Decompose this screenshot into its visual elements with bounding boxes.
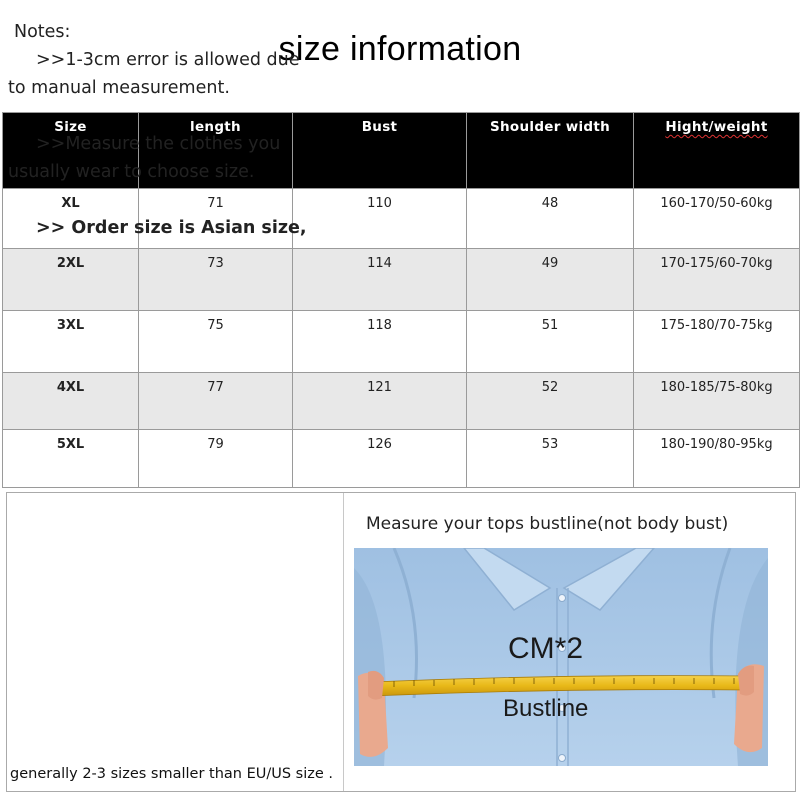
cell-height-weight: 175-180/70-75kg	[634, 311, 800, 373]
note-line: to manual measurement.	[8, 78, 230, 98]
cell-bust: 118	[293, 311, 467, 373]
cell-shoulder: 51	[467, 311, 634, 373]
note-line: >>Measure the clothes you	[36, 134, 281, 154]
cell-length: 77	[139, 373, 293, 430]
panel-divider	[343, 493, 344, 791]
cell-shoulder: 48	[467, 189, 634, 249]
cell-length: 79	[139, 430, 293, 488]
cell-bust: 126	[293, 430, 467, 488]
table-row	[3, 430, 800, 488]
note-line: usually wear to choose size.	[8, 162, 255, 182]
cell-length: 71	[139, 189, 293, 249]
cell-bust: 110	[293, 189, 467, 249]
cell-bust: 121	[293, 373, 467, 430]
cell-size: XL	[3, 189, 139, 249]
note-line: >> Order size is Asian size,	[36, 218, 307, 238]
measure-title: Measure your tops bustline(not body bust)	[366, 514, 729, 534]
cell-length: 75	[139, 311, 293, 373]
table-row	[3, 311, 800, 373]
header-height-weight-label: Hight/weight	[665, 119, 768, 135]
header-height-weight	[634, 113, 800, 189]
cell-height-weight: 170-175/60-70kg	[634, 249, 800, 311]
notes-text	[8, 18, 334, 242]
cell-size: 3XL	[3, 311, 139, 373]
note-line: >>1-3cm error is allowed due	[36, 50, 300, 70]
cell-height-weight: 180-190/80-95kg	[634, 430, 800, 488]
cell-size: 2XL	[3, 249, 139, 311]
cell-bust: 114	[293, 249, 467, 311]
header-shoulder-width: Shoulder width	[467, 113, 634, 189]
cell-shoulder: 53	[467, 430, 634, 488]
cell-shoulder: 52	[467, 373, 634, 430]
header-size: Size	[3, 113, 139, 189]
notes-heading: Notes:	[14, 22, 71, 42]
note-footer-line: generally 2-3 sizes smaller than EU/US size .	[10, 766, 333, 782]
cell-size: 4XL	[3, 373, 139, 430]
header-length: length	[139, 113, 293, 189]
table-row	[3, 249, 800, 311]
header-bust: Bust	[293, 113, 467, 189]
cm-label: CM*2	[508, 632, 584, 665]
cell-shoulder: 49	[467, 249, 634, 311]
cell-length: 73	[139, 249, 293, 311]
cell-size: 5XL	[3, 430, 139, 488]
page-title: size information	[278, 30, 522, 68]
cell-height-weight: 180-185/75-80kg	[634, 373, 800, 430]
bustline-label: Bustline	[503, 695, 589, 722]
table-row	[3, 373, 800, 430]
cell-height-weight: 160-170/50-60kg	[634, 189, 800, 249]
